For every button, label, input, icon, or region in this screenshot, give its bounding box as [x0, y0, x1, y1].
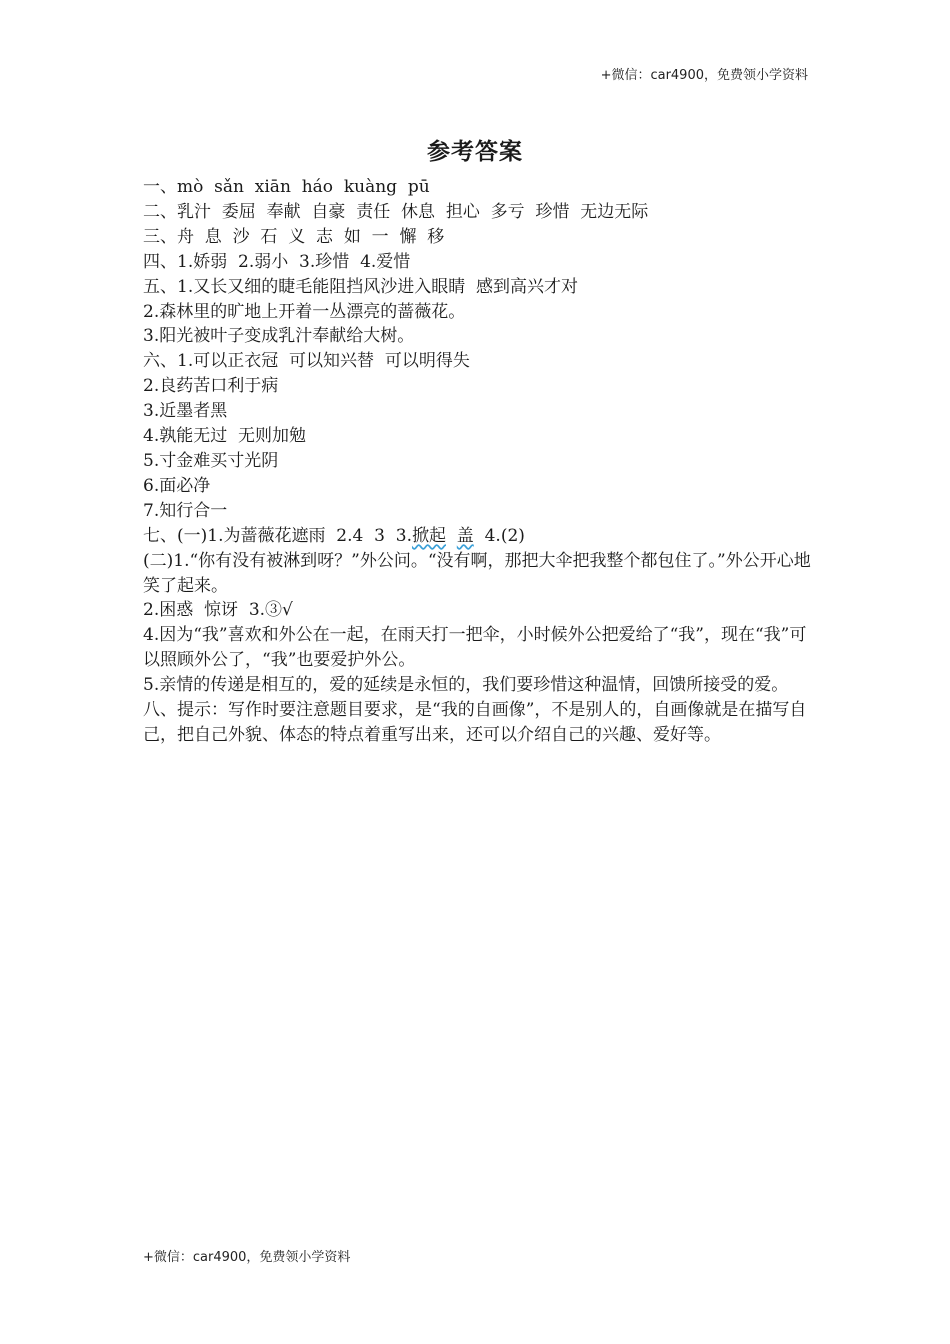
answer-line-6-7: 7.知行合一	[143, 500, 228, 521]
answer-line-7-4: 4.因为“我”喜欢和外公在一起，在雨天打一把伞，小时候外公把爱给了“我”，现在“我”可以照顾外公了，“我”也要爱护外公。	[143, 625, 807, 671]
answer-line-6-3: 3.近墨者黑	[143, 401, 228, 422]
footer-watermark-note: +微信：car4900，免费领小学资料	[143, 1250, 351, 1265]
answer-line-6-2: 2.良药苦口利于病	[143, 376, 279, 397]
answer-content	[143, 175, 813, 748]
answer-line-1: 一、mò sǎn xiān háo kuàng pū	[143, 177, 430, 197]
answer-line-8: 八、提示：写作时要注意题目要求，是“我的自画像”，不是别人的，自画像就是在描写自己，把自己外貌、体态的特点着重写出来，还可以介绍自己的兴趣、爱好等。	[143, 700, 807, 745]
underlined-word-1: 掀起	[411, 525, 446, 546]
answer-line-4: 四、1.娇弱 2.弱小 3.珍惜 4.爱惜	[143, 251, 411, 272]
answer-line-6: 六、1.可以正衣冠 可以知兴替 可以明得失	[143, 351, 470, 372]
answer-line-6-4: 4.孰能无过 无则加勉	[143, 426, 307, 447]
answer-line-7	[143, 524, 813, 549]
header-watermark-note: +微信：car4900，免费领小学资料	[600, 68, 808, 83]
answer-line-7-post: 4.(2)	[473, 525, 525, 546]
answer-line-7-2: (二)1.“你有没有被淋到呀？”外公问。“没有啊，那把大伞把我整个都包住了。”外公开心地笑了起来。	[143, 550, 811, 596]
answer-line-5: 五、1.又长又细的睫毛能阻挡风沙进入眼睛 感到高兴才对	[143, 276, 579, 297]
answer-line-7-5: 5.亲情的传递是相互的，爱的延续是永恒的，我们要珍惜这种温情，回馈所接受的爱。	[143, 675, 789, 696]
answer-line-7-3: 2.困惑 惊讶 3.③√	[143, 600, 293, 621]
answer-line-6-6: 6.面必净	[143, 475, 211, 496]
underlined-word-2: 盖	[456, 525, 474, 546]
answer-line-7-pre: 七、(一)1.为蔷薇花遮雨 2.4 3 3.	[143, 525, 412, 546]
answer-line-5-3: 3.阳光被叶子变成乳汁奉献给大树。	[143, 326, 415, 347]
answer-line-2: 二、乳汁 委屈 奉献 自豪 责任 休息 担心 多亏 珍惜 无边无际	[143, 201, 649, 222]
answer-line-6-5: 5.寸金难买寸光阴	[143, 450, 279, 471]
page-title: 参考答案	[427, 139, 523, 165]
answer-line-5-2: 2.森林里的旷地上开着一丛漂亮的蔷薇花。	[143, 301, 466, 322]
answer-line-7-gap	[446, 526, 457, 546]
answer-line-3: 三、舟 息 沙 石 义 志 如 一 懈 移	[143, 226, 445, 247]
